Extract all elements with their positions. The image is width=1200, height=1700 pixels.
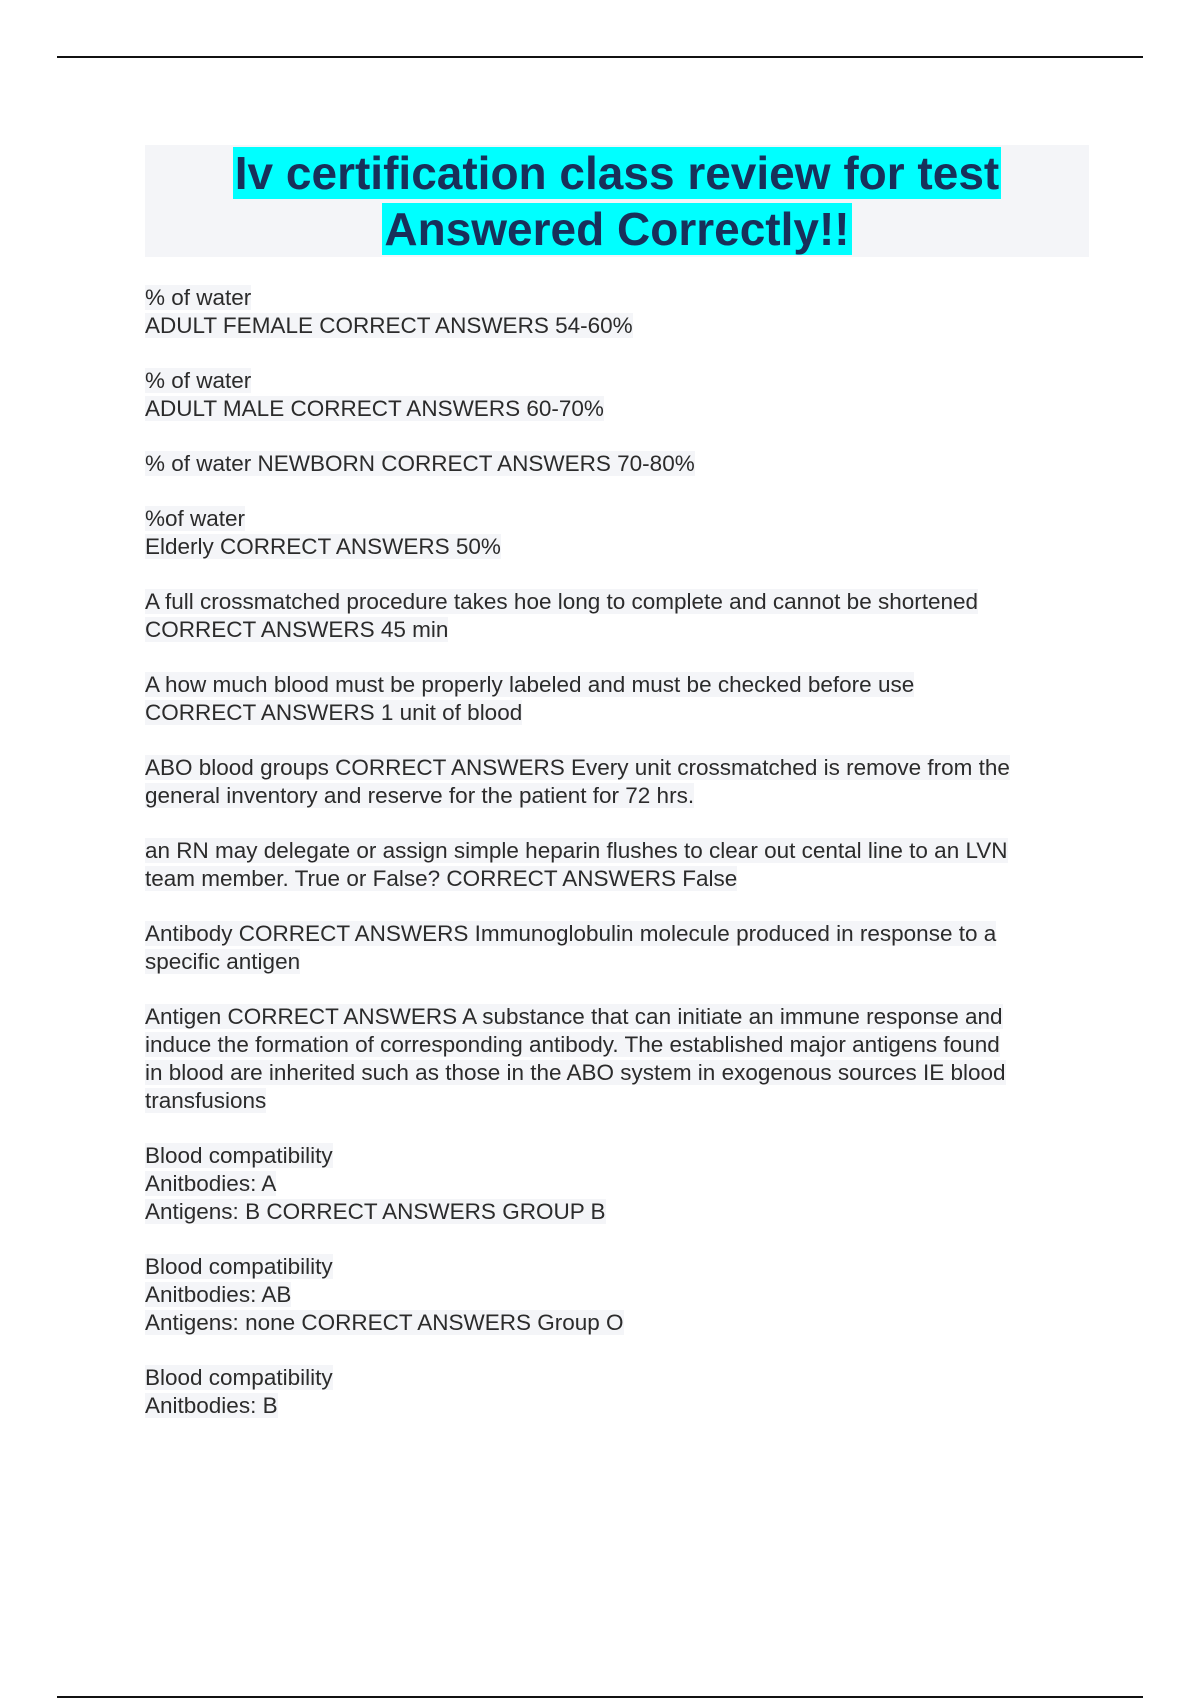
qa-entry-line (145, 367, 1095, 395)
qa-entry-line (145, 1281, 1095, 1309)
qa-entry-line (145, 1364, 1095, 1392)
qa-entry-text: %of water (145, 506, 246, 531)
qa-entry-text: Anitbodies: B (145, 1393, 278, 1418)
qa-entry-line (145, 395, 1095, 423)
qa-entry-line (145, 865, 1095, 893)
qa-entry-line (145, 1253, 1095, 1281)
qa-entry-text: specific antigen (145, 949, 301, 974)
qa-entry (145, 367, 1095, 423)
qa-entry-line (145, 920, 1095, 948)
qa-entry-line (145, 1087, 1095, 1115)
qa-entry-line (145, 1170, 1095, 1198)
qa-entry-line (145, 671, 1095, 699)
qa-entry-text: % of water NEWBORN CORRECT ANSWERS 70-80% (145, 451, 695, 476)
qa-entry-text: Blood compatibility (145, 1143, 333, 1168)
qa-entry-line (145, 782, 1095, 810)
qa-entry-text: team member. True or False? CORRECT ANSWERS False (145, 866, 738, 891)
qa-entry-text: an RN may delegate or assign simple heparin flushes to clear out cental line to an LVN (145, 838, 1008, 863)
qa-entry-text: Blood compatibility (145, 1365, 333, 1390)
qa-entry (145, 920, 1095, 976)
qa-entry-line (145, 450, 1095, 478)
qa-entry (145, 1003, 1095, 1115)
qa-entry-text: CORRECT ANSWERS 1 unit of blood (145, 700, 523, 725)
qa-entry-line (145, 1031, 1095, 1059)
qa-entry (145, 505, 1095, 561)
qa-entry-text: Antigens: none CORRECT ANSWERS Group O (145, 1310, 624, 1335)
qa-entry-line (145, 1309, 1095, 1337)
document-title-line-1: Iv certification class review for test (234, 147, 1000, 199)
qa-entry-text: general inventory and reserve for the patient for 72 hrs. (145, 783, 695, 808)
document-title-line-2: Answered Correctly!! (384, 203, 850, 255)
qa-entry-line (145, 533, 1095, 561)
qa-entry (145, 1142, 1095, 1226)
qa-entry-line (145, 948, 1095, 976)
qa-entry-text: transfusions (145, 1088, 267, 1113)
top-rule (57, 56, 1143, 58)
qa-entry (145, 837, 1095, 893)
qa-entry-text: Anitbodies: AB (145, 1282, 292, 1307)
qa-entry-line (145, 754, 1095, 782)
qa-entry-line (145, 616, 1095, 644)
qa-entry-text: ADULT MALE CORRECT ANSWERS 60-70% (145, 396, 604, 421)
qa-entry (145, 1364, 1095, 1420)
qa-entry-text: ABO blood groups CORRECT ANSWERS Every unit crossmatched is remove from the (145, 755, 1010, 780)
qa-entry-line (145, 1392, 1095, 1420)
qa-entry-line (145, 1059, 1095, 1087)
qa-entry (145, 1253, 1095, 1337)
qa-entry (145, 450, 1095, 478)
qa-entry-text: % of water (145, 368, 252, 393)
qa-entry-line (145, 312, 1095, 340)
qa-entry-text: Elderly CORRECT ANSWERS 50% (145, 534, 501, 559)
qa-entry-line (145, 1142, 1095, 1170)
qa-entry-text: Antigens: B CORRECT ANSWERS GROUP B (145, 1199, 606, 1224)
qa-entry-line (145, 284, 1095, 312)
qa-entry-text: Antigen CORRECT ANSWERS A substance that can initiate an immune response and (145, 1004, 1003, 1029)
qa-entry-text: induce the formation of corresponding antibody. The established major antigens found (145, 1032, 1000, 1057)
qa-entry-line (145, 1198, 1095, 1226)
qa-entry-line (145, 1003, 1095, 1031)
qa-entry-text: A how much blood must be properly labeled and must be checked before use (145, 672, 915, 697)
qa-entry-line (145, 588, 1095, 616)
qa-entry-text: ADULT FEMALE CORRECT ANSWERS 54-60% (145, 313, 633, 338)
qa-entry-text: Anitbodies: A (145, 1171, 277, 1196)
qa-entry (145, 588, 1095, 644)
qa-list (145, 284, 1095, 1447)
qa-entry-text: CORRECT ANSWERS 45 min (145, 617, 449, 642)
qa-entry-line (145, 505, 1095, 533)
qa-entry (145, 284, 1095, 340)
qa-entry-text: Antibody CORRECT ANSWERS Immunoglobulin molecule produced in response to a (145, 921, 997, 946)
qa-entry (145, 754, 1095, 810)
title-block (145, 145, 1089, 257)
qa-entry-line (145, 837, 1095, 865)
qa-entry-text: A full crossmatched procedure takes hoe long to complete and cannot be shortened (145, 589, 979, 614)
qa-entry-text: Blood compatibility (145, 1254, 333, 1279)
qa-entry (145, 671, 1095, 727)
qa-entry-text: in blood are inherited such as those in the ABO system in exogenous sources IE blood (145, 1060, 1006, 1085)
bottom-rule (57, 1696, 1143, 1698)
qa-entry-line (145, 699, 1095, 727)
qa-entry-text: % of water (145, 285, 252, 310)
